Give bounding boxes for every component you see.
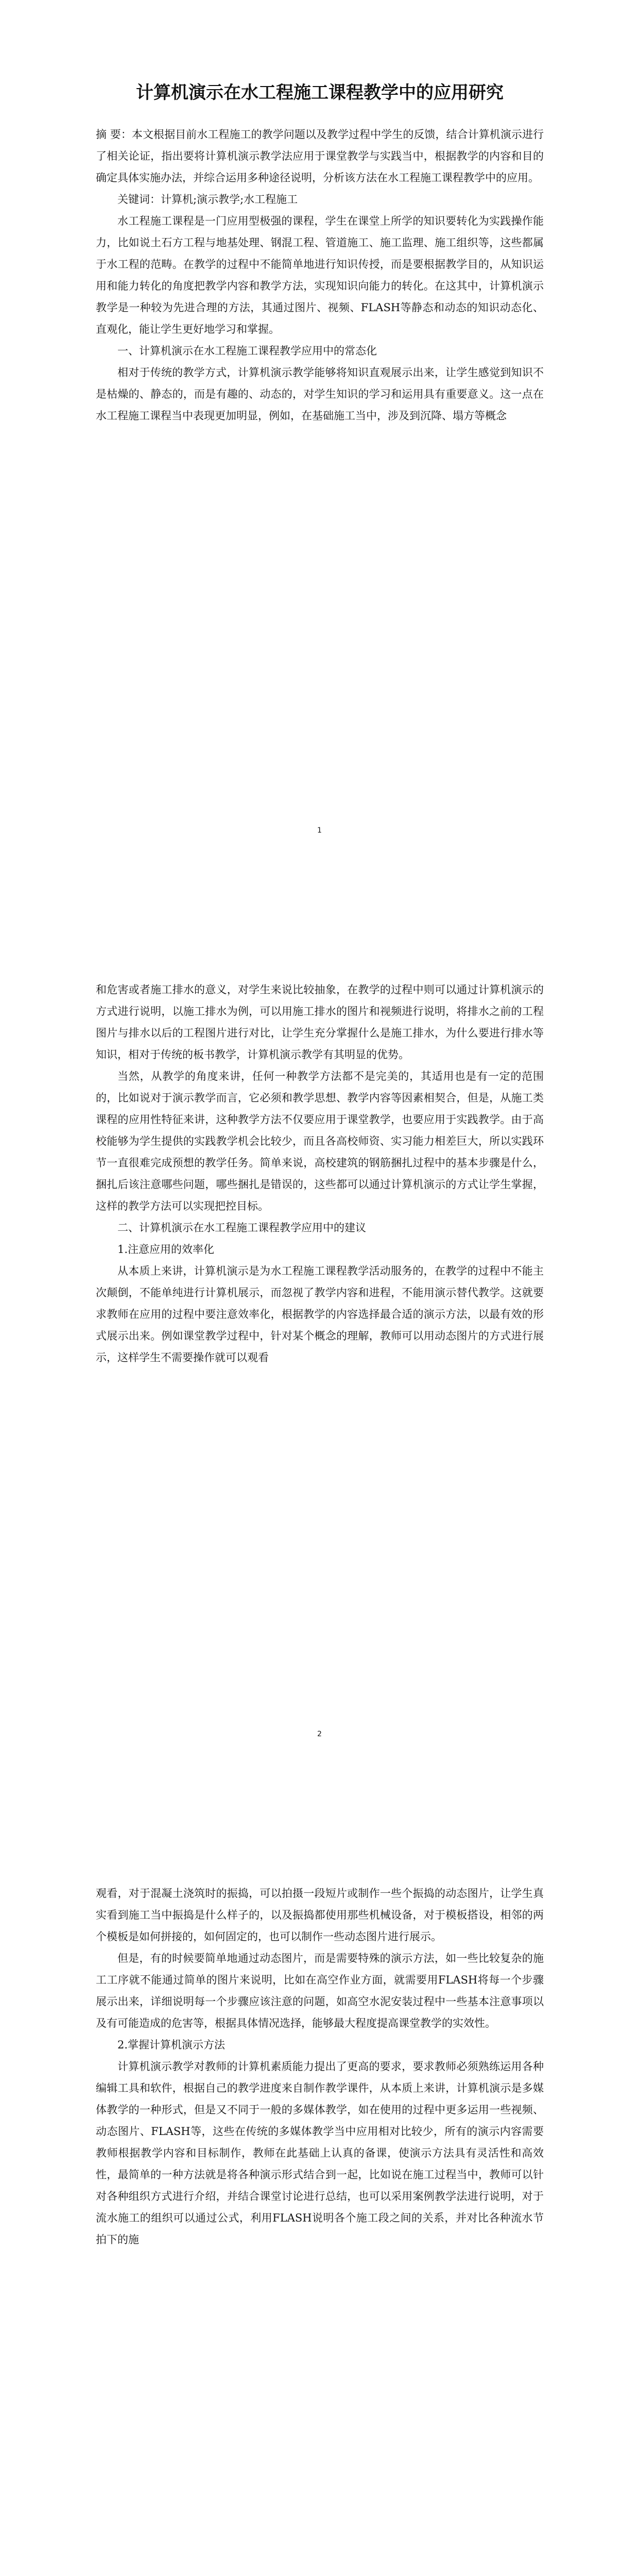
page-number: 2 bbox=[317, 1730, 322, 1738]
subsection-heading-2: 2.掌握计算机演示方法 bbox=[117, 2039, 226, 2051]
body-paragraph: 从本质上来讲，计算机演示是为水工程施工课程教学活动服务的，在教学的过程中不能主次颠倒，不能单纯进行计算机展示，而忽视了教学内容和进程，不能用演示替代教学。这就要求教师在应用的过程中要注意效率化，根据教学的内容选择最合适的演示方法，以最有效的形式展示出来。例如课堂教学过程中，针对某个概念的理解，教师可以用动态图片的方式进行展示，这样学生不需要操作就可以观看 bbox=[96, 1265, 544, 1364]
page-content bbox=[96, 1883, 544, 2250]
page-content bbox=[96, 979, 544, 1368]
document-page-3 bbox=[0, 1807, 639, 2576]
document-page-2 bbox=[0, 904, 639, 1807]
section-heading-2: 二、计算机演示在水工程施工课程教学应用中的建议 bbox=[117, 1222, 366, 1234]
page-content bbox=[96, 77, 544, 427]
document-title: 计算机演示在水工程施工课程教学中的应用研究 bbox=[136, 82, 504, 103]
body-paragraph: 相对于传统的教学方式，计算机演示教学能够将知识直观展示出来，让学生感觉到知识不是枯燥的、静态的，而是有趣的、动态的，对学生知识的学习和运用具有重要意义。这一点在水工程施工课程当中表现更加明显，例如，在基础施工当中，涉及到沉降、塌方等概念 bbox=[96, 366, 544, 422]
page-number: 1 bbox=[317, 826, 322, 835]
abstract-paragraph: 摘 要：本文根据目前水工程施工的教学问题以及教学过程中学生的反馈，结合计算机演示进行了相关论证，指出要将计算机演示教学法应用于课堂教学与实践当中，根据教学的内容和目的确定具体实施办法，并综合运用多种途径说明，分析该方法在水工程施工课程教学中的应用。 bbox=[96, 128, 544, 184]
body-paragraph: 和危害或者施工排水的意义，对学生来说比较抽象，在教学的过程中则可以通过计算机演示的方式进行说明，以施工排水为例，可以用施工排水的图片和视频进行说明，将排水之前的工程图片与排水以后的工程图片进行对比，让学生充分掌握什么是施工排水，为什么要进行排水等知识，相对于传统的板书教学，计算机演示教学有其明显的优势。 bbox=[96, 984, 544, 1061]
intro-paragraph: 水工程施工课程是一门应用型极强的课程，学生在课堂上所学的知识要转化为实践操作能力，比如说土石方工程与地基处理、钢混工程、管道施工、施工监理、施工组织等，这些都属于水工程的范畴。在教学的过程中不能简单地进行知识传授，而是要根据教学目的，从知识运用和能力转化的角度把教学内容和教学方法，实现知识向能力的转化。在这其中，计算机演示教学是一种较为先进合理的方法，其通过图片、视频、FLASH等静态和动态的知识动态化、直观化，能让学生更好地学习和掌握。 bbox=[96, 215, 544, 335]
body-paragraph: 当然，从教学的角度来讲，任何一种教学方法都不是完美的，其适用也是有一定的范围的，比如说对于演示教学而言，它必须和教学思想、教学内容等因素相契合，但是，从施工类课程的应用性特征来讲，这种教学方法不仅要应用于课堂教学，也要应用于实践教学。由于高校能够为学生提供的实践教学机会比较少，而且各高校师资、实习能力相差巨大，所以实践环节一直很难完成预想的教学任务。简单来说，高校建筑的钢筋捆扎过程中的基本步骤是什么，捆扎后该注意哪些问题，哪些捆扎是错误的，这些都可以通过计算机演示的方式让学生掌握，这样的教学方法可以实现把控目标。 bbox=[96, 1070, 544, 1212]
subsection-heading-1: 1.注意应用的效率化 bbox=[117, 1243, 215, 1256]
keywords-line: 关键词：计算机;演示教学;水工程施工 bbox=[117, 193, 298, 206]
body-paragraph: 但是，有的时候要简单地通过动态图片，而是需要特殊的演示方法，如一些比较复杂的施工工序就不能通过简单的图片来说明，比如在高空作业方面，就需要用FLASH将每一个步骤展示出来，详细说明每一个步骤应该注意的问题，如高空水泥安装过程中一些基本注意事项以及有可能造成的危害等，根据具体情况选择，能够最大程度提高课堂教学的实效性。 bbox=[96, 1952, 544, 2029]
document-page-1 bbox=[0, 0, 639, 904]
body-paragraph: 观看，对于混凝土浇筑时的振捣，可以拍摄一段短片或制作一些个振捣的动态图片，让学生真实看到施工当中振捣是什么样子的，以及振捣都使用那些机械设备，对于模板搭设，相邻的两个模板是如何拼接的，如何固定的，也可以制作一些动态图片进行展示。 bbox=[96, 1887, 544, 1943]
body-paragraph: 计算机演示教学对教师的计算机素质能力提出了更高的要求，要求教师必须熟练运用各种编辑工具和软件，根据自己的教学进度来自制作教学课件，从本质上来讲，计算机演示是多媒体教学的一种形式，但是又不同于一般的多媒体教学，如在使用的过程中更多运用一些视频、动态图片、FLASH等，这些在传统的多媒体教学当中应用相对比较少，所有的演示内容需要教师根据教学内容和目标制作，教师在此基础上认真的备课，使演示方法具有灵活性和高效性，最简单的一种方法就是将各种演示形式结合到一起，比如说在施工过程当中，教师可以针对各种组织方式进行介绍，并结合课堂讨论进行总结，也可以采用案例教学法进行说明，对于流水施工的组织可以通过公式，利用FLASH说明各个施工段之间的关系，并对比各种流水节拍下的施 bbox=[96, 2060, 544, 2246]
section-heading-1: 一、计算机演示在水工程施工课程教学应用中的常态化 bbox=[117, 345, 377, 357]
